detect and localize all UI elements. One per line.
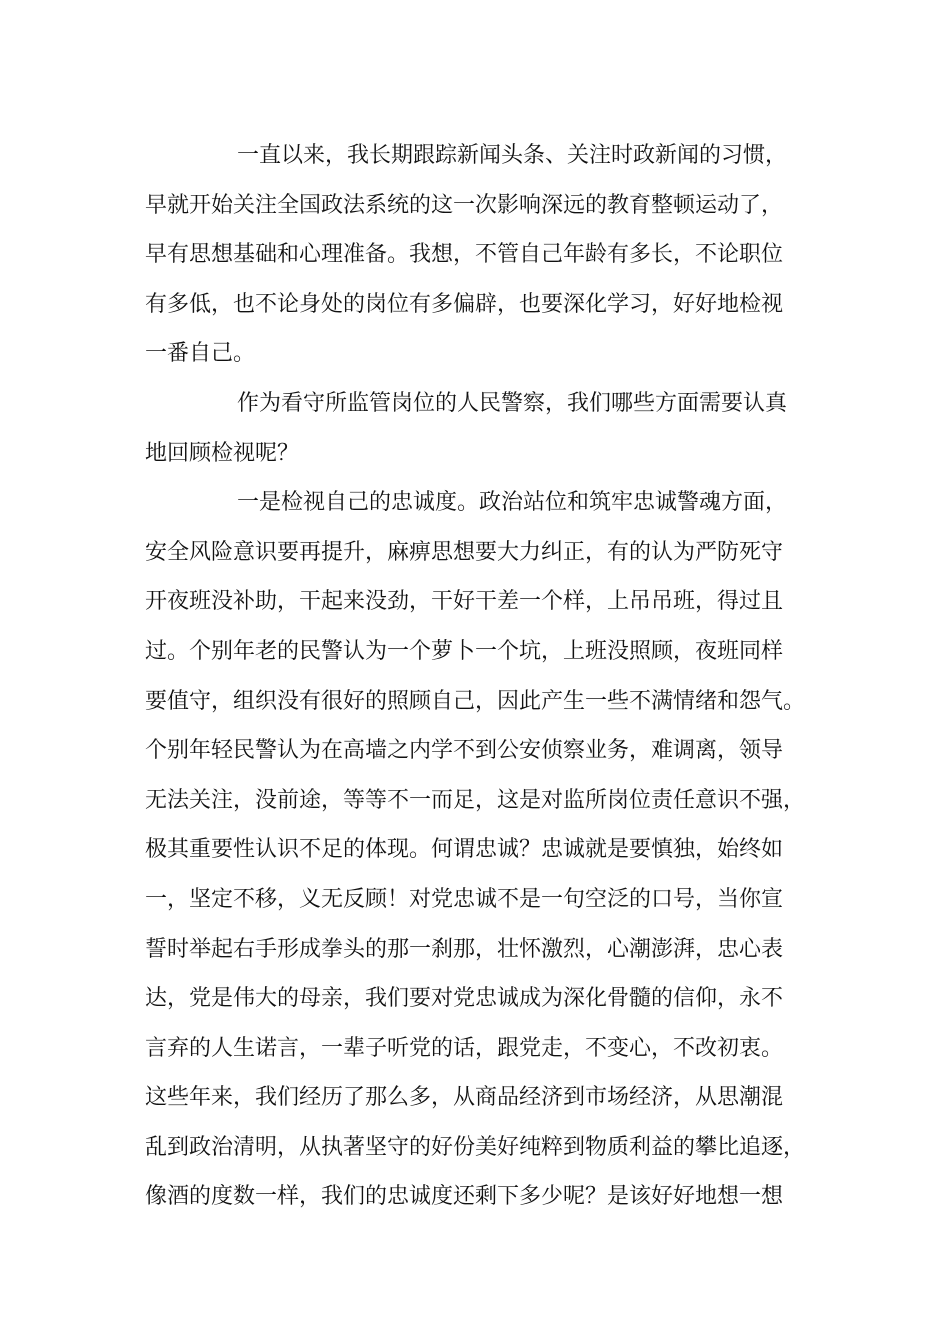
document-body bbox=[145, 131, 825, 1222]
paragraph-line: 像酒的度数一样，我们的忠诚度还剩下多少呢？是该好好地想一想 bbox=[145, 1184, 784, 1210]
paragraph-line: 一，坚定不移，义无反顾！对党忠诚不是一句空泛的口号，当你宣 bbox=[145, 886, 784, 912]
paragraph-line: 地回顾检视呢？ bbox=[145, 440, 300, 466]
paragraph-line: 早就开始关注全国政法系统的这一次影响深远的教育整顿运动了， bbox=[145, 192, 784, 218]
paragraph-line: 安全风险意识要再提升，麻痹思想要大力纠正，有的认为严防死守 bbox=[145, 539, 784, 565]
paragraph-line: 一番自己。 bbox=[145, 341, 256, 367]
paragraph-line: 过。个别年老的民警认为一个萝卜一个坑，上班没照顾，夜班同样 bbox=[145, 638, 784, 664]
paragraph-line: 有多低，也不论身处的岗位有多偏辟，也要深化学习，好好地检视 bbox=[145, 291, 784, 317]
paragraph-line: 无法关注，没前途，等等不一而足，这是对监所岗位责任意识不强， bbox=[145, 787, 806, 813]
paragraph-line: 达，党是伟大的母亲，我们要对党忠诚成为深化骨髓的信仰，永不 bbox=[145, 986, 784, 1012]
paragraph-2 bbox=[145, 379, 825, 478]
paragraph-line: 这些年来，我们经历了那么多，从商品经济到市场经济，从思潮混 bbox=[145, 1085, 784, 1111]
paragraph-line: 一直以来，我长期跟踪新闻头条、关注时政新闻的习惯， bbox=[237, 143, 788, 168]
paragraph-line: 言弃的人生诺言，一辈子听党的话，跟党走，不变心，不改初衷。 bbox=[145, 1035, 784, 1061]
paragraph-1 bbox=[145, 131, 825, 379]
paragraph-line: 一是检视自己的忠诚度。政治站位和筑牢忠诚警魂方面， bbox=[237, 490, 788, 516]
paragraph-line: 早有思想基础和心理准备。我想，不管自己年龄有多长，不论职位 bbox=[145, 242, 784, 268]
paragraph-3 bbox=[145, 478, 825, 1222]
paragraph-line: 作为看守所监管岗位的人民警察，我们哪些方面需要认真 bbox=[237, 390, 788, 416]
paragraph-line: 极其重要性认识不足的体现。何谓忠诚？忠诚就是要慎独，始终如 bbox=[145, 837, 784, 863]
paragraph-line: 个别年轻民警认为在高墙之内学不到公安侦察业务，难调离，领导 bbox=[145, 738, 784, 764]
paragraph-line: 誓时举起右手形成拳头的那一刹那，壮怀激烈，心潮澎湃，忠心表 bbox=[145, 936, 784, 962]
paragraph-line: 乱到政治清明，从执著坚守的好份美好纯粹到物质利益的攀比追逐， bbox=[145, 1134, 806, 1160]
paragraph-line: 要值守，组织没有很好的照顾自己，因此产生一些不满情绪和怨气。 bbox=[145, 688, 806, 714]
paragraph-line: 开夜班没补助，干起来没劲，干好干差一个样，上吊吊班，得过且 bbox=[145, 589, 784, 615]
